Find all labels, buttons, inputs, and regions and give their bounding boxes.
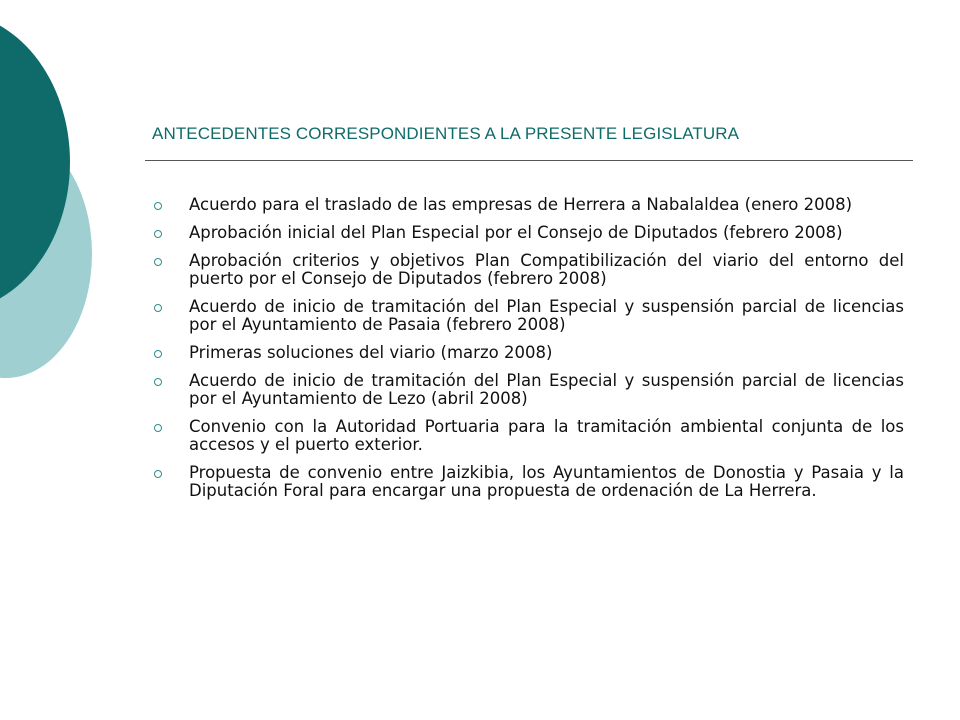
list-item [152, 418, 904, 454]
title-divider [145, 160, 913, 161]
list-item [152, 252, 904, 288]
list-item-text: Propuesta de convenio entre Jaizkibia, los Ayuntamientos de Donostia y Pasaia y la Diputación Foral para encargar una propuesta de ordenación de La Herrera. [189, 463, 904, 500]
bullet-circle-icon [154, 350, 162, 358]
bullet-circle-icon [154, 258, 162, 266]
list-item [152, 372, 904, 408]
bullet-circle-icon [154, 378, 162, 386]
list-item [152, 298, 904, 334]
bullet-circle-icon [154, 304, 162, 312]
bullet-circle-icon [154, 470, 162, 478]
list-item-text: Aprobación inicial del Plan Especial por el Consejo de Diputados (febrero 2008) [189, 223, 843, 242]
list-item-text: Convenio con la Autoridad Portuaria para la tramitación ambiental conjunta de los accesos y el puerto exterior. [189, 417, 904, 454]
slide-title: ANTECEDENTES CORRESPONDIENTES A LA PRESENTE LEGISLATURA [152, 124, 740, 143]
list-item [152, 224, 904, 242]
bullet-circle-icon [154, 424, 162, 432]
bullet-circle-icon [154, 202, 162, 210]
list-item-text: Acuerdo de inicio de tramitación del Plan Especial y suspensión parcial de licencias por el Ayuntamiento de Lezo (abril 2008) [189, 371, 904, 408]
list-item [152, 196, 904, 214]
list-item-text: Acuerdo para el traslado de las empresas de Herrera a Nabalaldea (enero 2008) [189, 195, 853, 214]
bullet-list [152, 196, 904, 510]
list-item-text: Primeras soluciones del viario (marzo 2008) [189, 343, 553, 362]
list-item [152, 464, 904, 500]
list-item-text: Aprobación criterios y objetivos Plan Compatibilización del viario del entorno del puerto por el Consejo de Diputados (febrero 2008) [189, 251, 904, 288]
list-item-text: Acuerdo de inicio de tramitación del Plan Especial y suspensión parcial de licencias por el Ayuntamiento de Pasaia (febrero 2008) [189, 297, 904, 334]
bullet-circle-icon [154, 230, 162, 238]
list-item [152, 344, 904, 362]
